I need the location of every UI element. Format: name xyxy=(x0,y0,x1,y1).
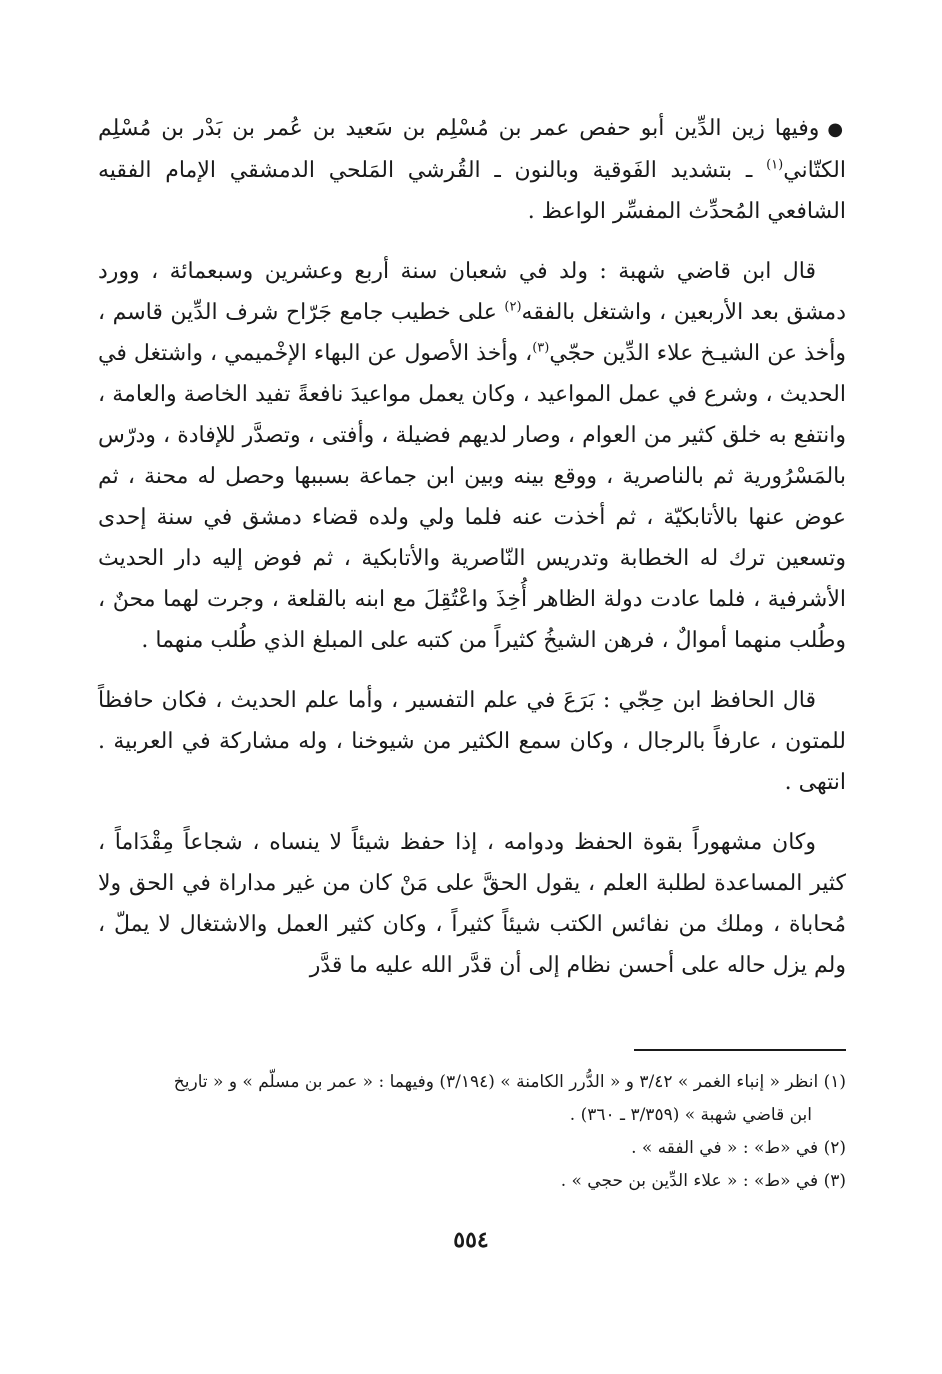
main-text xyxy=(98,108,846,1005)
footnote-3: (٣) في «ط» : « علاء الدِّين بن حجي » . xyxy=(560,1171,846,1191)
footnote-1: (١) انظر « إنباء الغمر » ٣/٤٢ و « الدُّرر الكامنة » (٣/١٩٤) وفيهما : « عمر بن مسلّم » و « تاريخ xyxy=(173,1072,846,1092)
paragraph-ibn-qadi-shuhba xyxy=(98,251,846,661)
paragraph-biography-intro xyxy=(98,108,846,232)
paragraph-text: قال ابن قاضي شهبة : ولد في شعبان سنة أربع وعشرين وسبعمائة ، وورد دمشق بعد الأربعين ، واشتغل بالفقه xyxy=(98,259,846,325)
paragraph-text: وفيها زين الدِّين أبو حفص عمر بن مُسْلِم بن سَعيد بن عُمر بن بَدْر بن مُسْلِم الكتّاني xyxy=(98,116,846,183)
footnote-ref[interactable]: (١) xyxy=(766,157,784,173)
bullet-icon: ● xyxy=(827,119,847,140)
footnote-2: (٢) في «ط» : « في الفقه » . xyxy=(631,1138,846,1158)
page-number: ٥٥٤ xyxy=(453,1227,489,1253)
paragraph-character xyxy=(98,822,846,986)
paragraph-text: قال الحافظ ابن حِجّي : بَرَعَ في علم التفسير ، وأما علم الحديث ، فكان حافظاً للمتون ، عارفاً بالرجال ، وكان سمع الكثير من شيوخنا ، وله مشاركة في العربية . انتهى . xyxy=(98,688,846,795)
paragraph-ibn-hijji xyxy=(98,680,846,803)
paragraph-text: على خطيب جامع جَرّاح شرف الدِّين قاسم ، وأخذ عن الشيـخ علاء الدِّين حجّي xyxy=(98,300,846,366)
footnote-1-continued: ابن قاضي شهبة » (٣/٣٥٩ ـ ٣٦٠) . xyxy=(569,1105,812,1125)
footnote-divider xyxy=(634,1049,846,1051)
footnote-ref[interactable]: (٣) xyxy=(532,340,550,356)
footnotes xyxy=(98,1066,846,1198)
paragraph-text: ـ بتشديد الفَوقية وبالنون ـ القُرشي المَلحي الدمشقي الإمام الفقيه الشافعي المُحدِّث المفسِّر الواعظ . xyxy=(98,158,846,224)
footnote-ref[interactable]: (٢) xyxy=(504,299,522,315)
paragraph-text: ، وأخذ الأصول عن البهاء الإخْميمي ، واشتغل في الحديث ، وشرع في عمل المواعيد ، وكان يعمل مواعيدَ نافعةً تفيد الخاصة والعامة ، وانتفع به خلق كثير من العوام ، وصار لديهم فضيلة ، وأفتى ، وتصدَّر للإفادة ، ودرّس بالمَسْرُورية ثم بالناصرية ، ووقع بينه وبين ابن جماعة بسببها وحصل له محنة ، ثم عوض عنها بالأتابكيّة ، ثم أخذت عنه فلما ولي ولده قضاء دمشق في سنة إحدى وتسعين ترك له الخطابة وتدريس النّاصرية والأتابكية ، ثم فوض إليه دار الحديث الأشرفية ، فلما عادت دولة الظاهر أُخِذَ واعْتُقِلَ مع ابنه بالقلعة ، وجرت لهما محنٌ ، وطُلب منهما أموالٌ ، فرهن الشيخُ كثيراً من كتبه على المبلغ الذي طُلب منهما . xyxy=(98,341,846,653)
paragraph-text: وكان مشهوراً بقوة الحفظ ودوامه ، إذا حفظ شيئاً لا ينساه ، شجاعاً مِقْدَاماً ، كثير المساعدة لطلبة العلم ، يقول الحقَّ على مَنْ كان من غير مداراة في الحق ولا مُحاباة ، وملك من نفائس الكتب شيئاً كثيراً ، وكان كثير العمل والاشتغال لا يملّ ، ولم يزل حاله على أحسن نظام إلى أن قدَّر الله عليه ما قدَّر xyxy=(98,830,846,978)
